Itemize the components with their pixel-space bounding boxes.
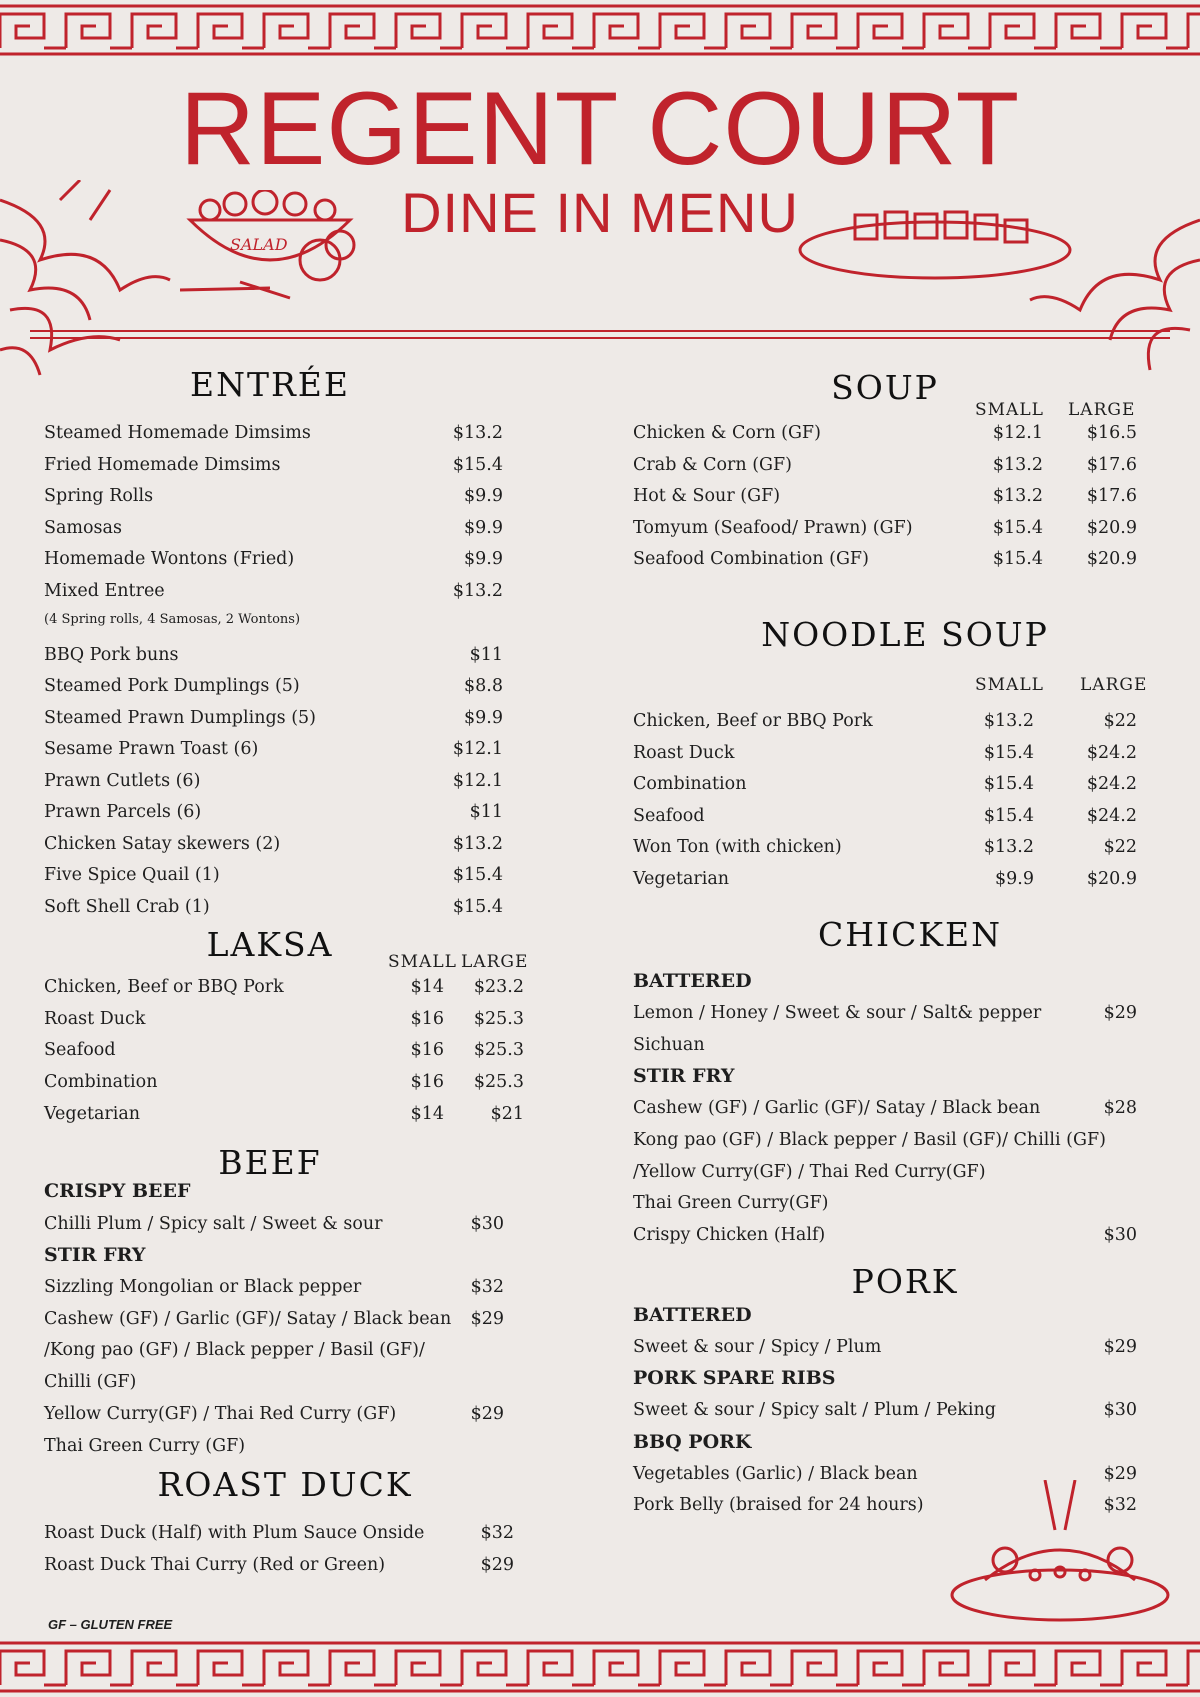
menu-item-price: $29 (480, 1554, 514, 1575)
menu-item-price: $12.1 (452, 771, 503, 791)
menu-item-name: Tomyum (Seafood/ Prawn) (GF) (633, 517, 913, 538)
menu-item-price: $14 (410, 1103, 444, 1124)
menu-item-name: Roast Duck (Half) with Plum Sauce Onside (44, 1523, 425, 1543)
menu-item-price: $13.2 (452, 834, 503, 854)
noodle-large-header: LARGE (1080, 675, 1148, 695)
menu-item-name: BBQ Pork buns (44, 645, 179, 665)
menu-item-price: $9.9 (464, 486, 503, 506)
menu-item-price: $25.3 (473, 1008, 524, 1029)
menu-item-price: $17.6 (1086, 454, 1137, 475)
pork-battered-subheading: BATTERED (633, 1304, 752, 1326)
chicken-row: /Yellow Curry(GF) / Thai Red Curry(GF) (633, 1162, 986, 1182)
menu-item-price: $13.2 (983, 711, 1034, 731)
menu-item-row (633, 513, 1143, 543)
bottom-fret-border (0, 1637, 1200, 1697)
menu-item-name: Vegetarian (44, 1103, 141, 1124)
menu-item-row (44, 1518, 524, 1548)
menu-item-price: $13.2 (452, 423, 503, 443)
menu-item-price: $24.2 (1086, 805, 1137, 826)
menu-item-price: $11 (469, 645, 503, 665)
roast-duck-heading: ROAST DUCK (157, 1465, 413, 1504)
menu-item-row (633, 450, 1143, 480)
beef-stir-fry-subheading: STIR FRY (44, 1244, 146, 1266)
menu-item-name: Mixed Entree (44, 581, 165, 601)
menu-item-price: $21 (490, 1103, 524, 1124)
header-rule-top (30, 330, 1170, 332)
menu-item-name: Roast Duck (44, 1008, 146, 1029)
svg-text:SALAD: SALAD (230, 235, 288, 254)
top-fret-border (0, 0, 1200, 60)
menu-item-price: $15.4 (452, 865, 503, 885)
mixed-entree-note: (4 Spring rolls, 4 Samosas, 2 Wontons) (44, 612, 301, 627)
pork-row: Vegetables (Garlic) / Black bean $29 (633, 1464, 1137, 1484)
menu-item-price: $16 (410, 1008, 444, 1029)
menu-item-row (44, 544, 504, 574)
menu-item-row (44, 481, 504, 511)
menu-item-price: $15.4 (983, 774, 1034, 795)
chicken-row: Cashew (GF) / Garlic (GF)/ Satay / Black bean $28 (633, 1098, 1137, 1118)
beef-row: Yellow Curry(GF) / Thai Red Curry (GF) $29 (44, 1404, 504, 1424)
menu-item-name: Seafood (44, 1040, 116, 1061)
beef-row: Thai Green Curry (GF) (44, 1436, 246, 1456)
menu-item-row (44, 860, 504, 890)
menu-item-name: Vegetarian (633, 869, 730, 889)
menu-item-name: Crab & Corn (GF) (633, 454, 792, 475)
menu-item-price: $15.4 (452, 897, 503, 917)
menu-item-price: $8.8 (464, 676, 503, 696)
menu-item-name: Won Ton (with chicken) (633, 837, 842, 858)
menu-item-row (44, 1035, 524, 1065)
beef-row: Chilli Plum / Spicy salt / Sweet & sour $30 (44, 1214, 504, 1234)
beef-row: /Kong pao (GF) / Black pepper / Basil (GF)/ (44, 1340, 425, 1360)
chicken-row: Crispy Chicken (Half) $30 (633, 1225, 1137, 1245)
menu-item-price: $13.2 (992, 454, 1043, 475)
menu-item-price: $16 (410, 1040, 444, 1061)
noodle-soup-heading: NOODLE SOUP (761, 615, 1049, 654)
menu-item-row (44, 1067, 524, 1097)
menu-item-row (44, 797, 504, 827)
menu-item-price: $12.1 (992, 423, 1043, 443)
chicken-stir-fry-subheading: STIR FRY (633, 1065, 735, 1087)
beef-row: Chilli (GF) (44, 1372, 137, 1392)
header-rule-bottom (30, 337, 1170, 339)
menu-item-name: Seafood (633, 805, 705, 826)
menu-item-name: Chicken Satay skewers (2) (44, 834, 281, 854)
menu-item-name: Homemade Wontons (Fried) (44, 549, 295, 569)
gluten-free-note: GF – GLUTEN FREE (48, 1617, 173, 1632)
menu-item-price: $20.9 (1086, 549, 1137, 569)
entree-heading: ENTRÉE (189, 365, 350, 404)
menu-item-price: $15.4 (983, 805, 1034, 826)
menu-item-row (44, 640, 504, 670)
menu-item-price: $9.9 (995, 869, 1034, 889)
menu-item-name: Roast Duck Thai Curry (Red or Green) (44, 1554, 386, 1575)
menu-item-row (44, 418, 504, 448)
menu-item-price: $11 (469, 802, 503, 822)
menu-item-price: $22 (1103, 711, 1137, 731)
menu-item-name: Prawn Cutlets (6) (44, 771, 201, 791)
menu-item-price: $24.2 (1086, 742, 1137, 763)
menu-item-price: $12.1 (452, 739, 503, 759)
menu-item-name: Combination (633, 774, 747, 795)
menu-item-price: $20.9 (1086, 869, 1137, 889)
menu-item-row (44, 766, 504, 796)
soup-small-header: SMALL (975, 400, 1044, 420)
menu-item-price: $9.9 (464, 518, 503, 538)
pork-heading: PORK (851, 1262, 959, 1301)
left-dragon-illustration (0, 180, 180, 380)
menu-item-price: $16.5 (1086, 423, 1137, 443)
menu-item-name: Steamed Homemade Dimsims (44, 423, 311, 443)
menu-item-row (44, 1004, 524, 1034)
menu-item-price: $20.9 (1086, 517, 1137, 538)
menu-item-price: $14 (410, 977, 444, 997)
menu-item-price: $16 (410, 1072, 444, 1093)
menu-item-name: Chicken, Beef or BBQ Pork (633, 711, 873, 731)
menu-item-row (44, 513, 504, 543)
menu-item-row (633, 769, 1143, 799)
restaurant-title: REGENT COURT (179, 71, 1021, 187)
menu-item-row (44, 1550, 524, 1580)
chicken-row: Sichuan (633, 1035, 705, 1055)
laksa-large-header: LARGE (461, 952, 529, 972)
menu-item-row (44, 671, 504, 701)
menu-item-row (44, 703, 504, 733)
pork-row: Sweet & sour / Spicy / Plum $29 (633, 1337, 1137, 1357)
menu-item-row (633, 832, 1143, 862)
menu-item-row (633, 418, 1143, 448)
menu-item-price: $25.3 (473, 1040, 524, 1061)
chicken-heading: CHICKEN (818, 915, 1002, 954)
menu-item-price: $17.6 (1086, 486, 1137, 506)
crispy-beef-subheading: CRISPY BEEF (44, 1180, 191, 1202)
noodle-small-header: SMALL (975, 675, 1044, 695)
menu-item-row (633, 706, 1143, 736)
beef-row: Cashew (GF) / Garlic (GF)/ Satay / Black bean $29 (44, 1309, 504, 1329)
menu-item-name: Seafood Combination (GF) (633, 549, 869, 569)
menu-item-name: Steamed Prawn Dumplings (5) (44, 708, 317, 728)
pork-row: Pork Belly (braised for 24 hours) $32 (633, 1495, 1137, 1515)
laksa-heading: LAKSA (206, 925, 334, 964)
menu-item-price: $22 (1103, 837, 1137, 858)
menu-item-price: $15.4 (452, 455, 503, 475)
pork-spare-ribs-subheading: PORK SPARE RIBS (633, 1367, 836, 1389)
menu-item-price: $15.4 (992, 549, 1043, 569)
beef-row: Sizzling Mongolian or Black pepper $32 (44, 1277, 504, 1297)
menu-item-price: $32 (480, 1523, 514, 1543)
menu-item-name: Hot & Sour (GF) (633, 486, 781, 506)
menu-item-name: Chicken & Corn (GF) (633, 423, 821, 443)
bbq-pork-subheading: BBQ PORK (633, 1431, 752, 1453)
soup-large-header: LARGE (1068, 400, 1136, 420)
menu-item-name: Steamed Pork Dumplings (5) (44, 676, 300, 696)
menu-item-name: Spring Rolls (44, 486, 154, 506)
menu-item-price: $23.2 (473, 977, 524, 997)
beef-heading: BEEF (218, 1143, 322, 1182)
chicken-row: Lemon / Honey / Sweet & sour / Salt& pepper $29 (633, 1003, 1137, 1023)
menu-item-row (633, 738, 1143, 768)
menu-item-price: $25.3 (473, 1072, 524, 1093)
menu-item-name: Soft Shell Crab (1) (44, 897, 210, 917)
sushi-plate-illustration (795, 200, 1075, 290)
menu-item-price: $15.4 (983, 742, 1034, 763)
menu-item-row (633, 864, 1143, 894)
menu-subtitle: DINE IN MENU (401, 181, 799, 244)
menu-item-row (44, 1099, 524, 1129)
pork-row: Sweet & sour / Spicy salt / Plum / Peking $30 (633, 1400, 1137, 1420)
menu-item-name: Five Spice Quail (1) (44, 865, 220, 885)
menu-item-price: $13.2 (452, 581, 503, 601)
menu-item-row (44, 892, 504, 922)
menu-item-row (44, 576, 504, 606)
chicken-battered-subheading: BATTERED (633, 970, 752, 992)
menu-item-price: $9.9 (464, 549, 503, 569)
menu-item-price: $15.4 (992, 517, 1043, 538)
menu-item-row (633, 481, 1143, 511)
menu-item-name: Prawn Parcels (6) (44, 802, 202, 822)
laksa-small-header: SMALL (388, 952, 457, 972)
menu-item-name: Chicken, Beef or BBQ Pork (44, 977, 284, 997)
menu-item-name: Fried Homemade Dimsims (44, 455, 281, 475)
menu-item-row (44, 972, 524, 1002)
menu-item-price: $13.2 (983, 837, 1034, 858)
menu-item-name: Samosas (44, 518, 122, 538)
menu-item-name: Roast Duck (633, 742, 735, 763)
chicken-row: Kong pao (GF) / Black pepper / Basil (GF)/ Chilli (GF) (633, 1130, 1106, 1150)
menu-item-row (633, 801, 1143, 831)
menu-item-row (44, 734, 504, 764)
menu-item-price: $13.2 (992, 486, 1043, 506)
chicken-row: Thai Green Curry(GF) (633, 1193, 829, 1213)
menu-item-row (633, 544, 1143, 574)
menu-item-price: $24.2 (1086, 774, 1137, 795)
menu-item-name: Combination (44, 1072, 158, 1093)
soup-heading: SOUP (831, 368, 939, 407)
menu-item-name: Sesame Prawn Toast (6) (44, 739, 259, 759)
menu-item-price: $9.9 (464, 708, 503, 728)
salad-bowl-illustration (180, 190, 370, 310)
menu-item-row (44, 829, 504, 859)
menu-item-row (44, 450, 504, 480)
